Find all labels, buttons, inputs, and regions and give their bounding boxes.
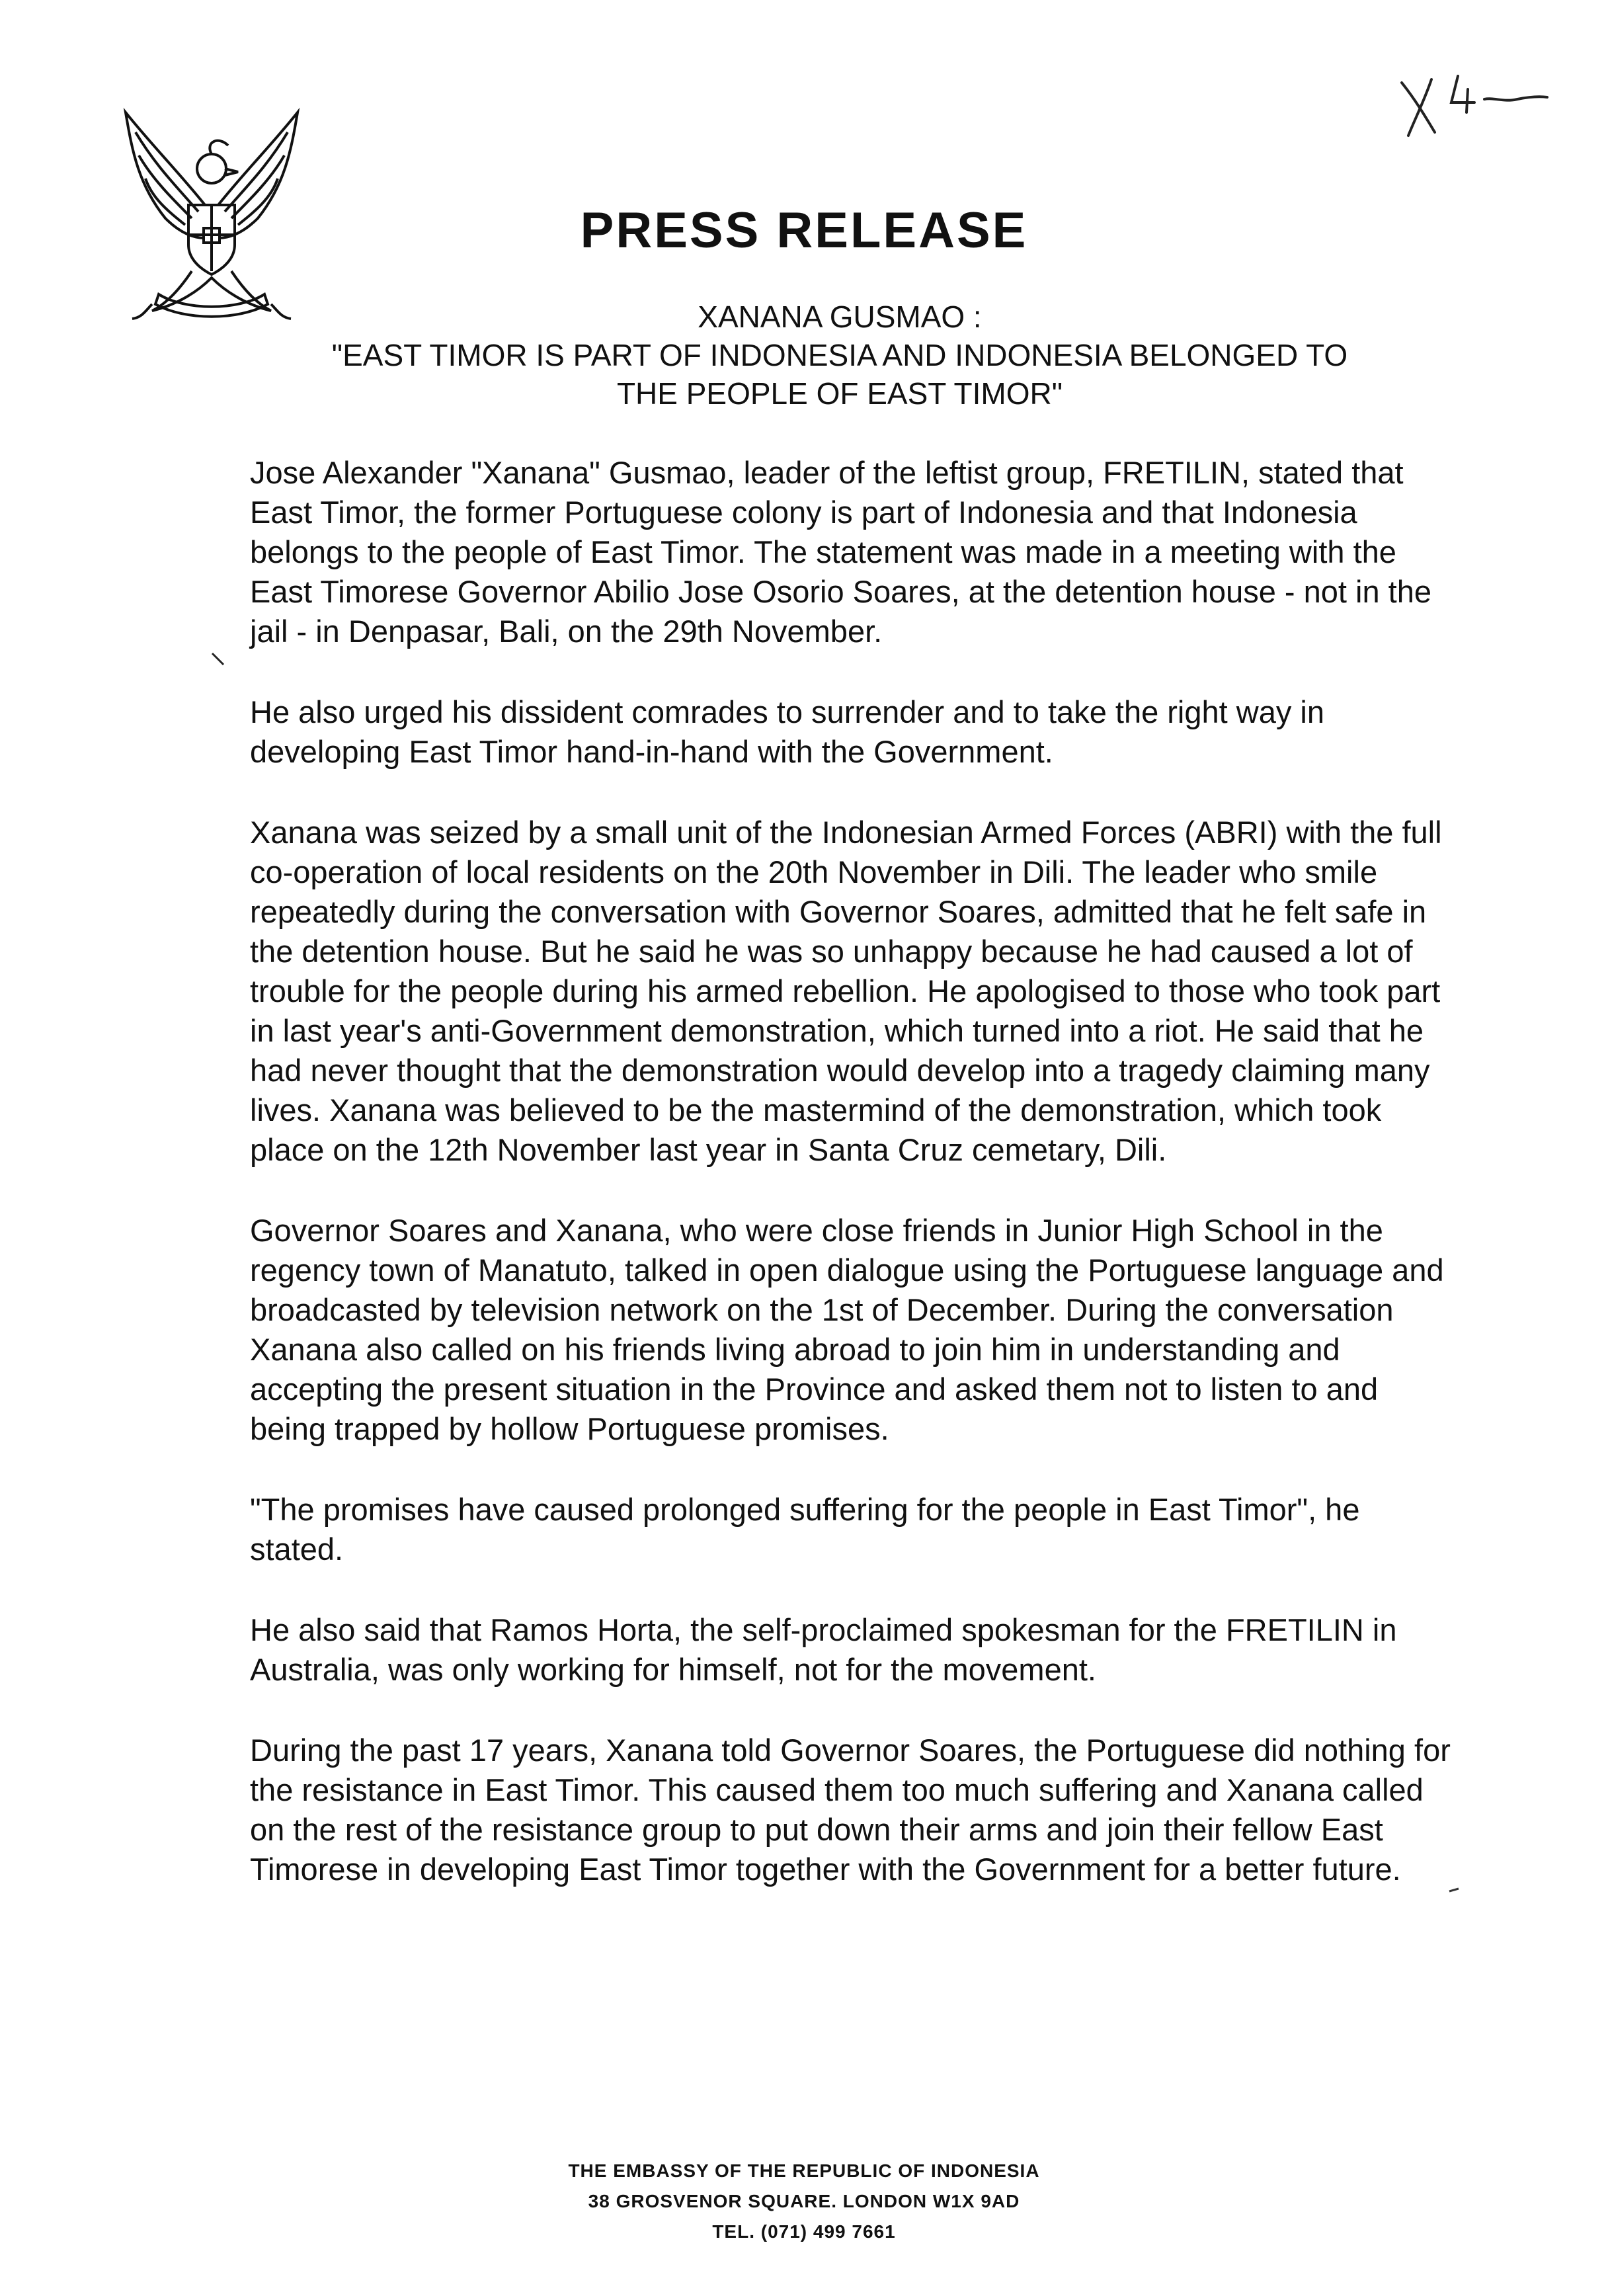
footer-address	[0, 2156, 1608, 2247]
headline-line: THE PEOPLE OF EAST TIMOR"	[616, 376, 1063, 411]
paragraph: Governor Soares and Xanana, who were close friends in Junior High School in the regency town of Manatuto, talked in open dialogue using the Portuguese language and broadcasted by television network on the 1st of December. During the conversation Xanana also called on his friends living abroad to join him in understanding and accepting the present situation in the Province and asked them not to listen to and being trapped by hollow Portuguese promises.	[250, 1213, 1444, 1446]
margin-dash-mark	[1448, 1886, 1461, 1894]
paragraph: "The promises have caused prolonged suffering for the people in East Timor", he stated.	[250, 1492, 1360, 1567]
handwritten-mark	[1395, 63, 1554, 142]
footer-line: 38 GROSVENOR SQUARE. LONDON W1X 9AD	[588, 2191, 1020, 2211]
footer-line: THE EMBASSY OF THE REPUBLIC OF INDONESIA	[568, 2160, 1040, 2181]
paragraph: He also said that Ramos Horta, the self-proclaimed spokesman for the FRETILIN in Australia, was only working for himself, not for the movement.	[250, 1612, 1397, 1687]
paragraph: He also urged his dissident comrades to surrender and to take the right way in developing East Timor hand-in-hand with the Government.	[250, 694, 1324, 769]
paragraph: Jose Alexander "Xanana" Gusmao, leader of the leftist group, FRETILIN, stated that East Timor, the former Portuguese colony is part of Indonesia and that Indonesia belongs to the people of East Timor. The statement was made in a meeting with the East Timorese Governor Abilio Jose Osorio Soares, at the detention house - not in the jail - in Denpasar, Bali, on the 29th November.	[250, 455, 1431, 649]
margin-tick-mark	[210, 651, 226, 667]
paragraph: Xanana was seized by a small unit of the Indonesian Armed Forces (ABRI) with the full co-operation of local residents on the 20th November in Dili. The leader who smile repeatedly during the conversation with Governor Soares, admitted that he felt safe in the detention house. But he said he was so unhappy because he had caused a lot of trouble for the people during his armed rebellion. He apologised to those who took part in last year's anti-Government demonstration, which turned into a riot. He said that he had never thought that the demonstration would develop into a tragedy claiming many lives. Xanana was believed to be the mastermind of the demonstration, which took place on the 12th November last year in Santa Cruz cemetary, Dili.	[250, 815, 1442, 1167]
article-body	[250, 453, 1460, 1930]
headline	[238, 298, 1441, 413]
page-title: PRESS RELEASE	[580, 202, 1028, 259]
headline-line: XANANA GUSMAO :	[698, 300, 982, 334]
headline-line: "EAST TIMOR IS PART OF INDONESIA AND INDONESIA BELONGED TO	[331, 338, 1348, 372]
paragraph: During the past 17 years, Xanana told Governor Soares, the Portuguese did nothing for the resistance in East Timor. This caused them too much suffering and Xanana called on the rest of the resistance group to put down their arms and join their fellow East Timorese in developing East Timor together with the Government for a better future.	[250, 1733, 1451, 1887]
footer-line: TEL. (071) 499 7661	[712, 2221, 896, 2242]
